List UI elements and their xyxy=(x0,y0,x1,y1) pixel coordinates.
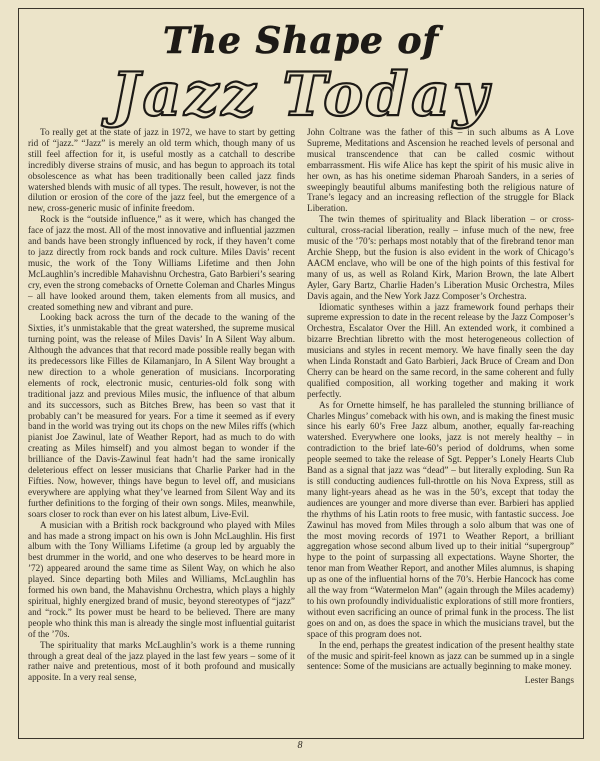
headline-line-1: The Shape of xyxy=(162,20,439,62)
headline xyxy=(18,12,584,130)
paragraph: Looking back across the turn of the decade to the waning of the Sixties, it’s unmistakable that the great watershed, the supreme musical turning point, was the release of Miles Davis’ In A Silent Way album. Although the advances that that record made possible really began with its predecessors like Filles de Kilamanjaro, In A Silent Way brought a new direction to a whole generation of musicians. Incorporating elements of rock, electronic music, centuries-old folk song with traditional jazz and previous Miles music, the influence of that album and its successors, such as Bitches Brew, has been so vast that it probably can’t be measured for years. For a time it seemed as if every band in the world was trying out its chops on the new Miles riffs (which pianist Joe Zawinul, late of Weather Report, had as much to do with creating as Miles himself) and you almost began to wonder if the brilliance of the Davis-Zawinul feat hadn’t had the same ironically deleterious effect on lesser musicians that Charlie Parker had in the Fifties. Now, however, things have begun to level off, and musicians everywhere are applying what they’ve learned from Silent Way and its further definitions to the forging of their own songs. Miles, meanwhile, soars closer to rock than ever on his latest album, Live-Evil. xyxy=(28,312,295,519)
article-column-right xyxy=(307,127,574,687)
article-column-left xyxy=(28,127,295,683)
paragraph: As for Ornette himself, he has paralleled the stunning brilliance of Charles Mingus’ comeback with his own, and is making the finest music since his early 60’s Free Jazz album, another, equally far-reaching watershed. Everywhere one looks, jazz is not merely healthy – in contradiction to the brief late-60’s period of doldrums, when some people seemed to take the release of Sgt. Pepper’s Lonely Hearts Club Band as a signal that jazz was “dead” – but literally exploding. Sun Ra is still conducting audiences full-throttle on his Nova Express, still as many light-years ahead as he was in the 50’s, except that today the audiences are younger and more diverse than ever. Barbieri has applied the rhythms of his Latin roots to free music, with fantastic success. Joe Zawinul has moved from Miles through a solo album that was one of the most moving records of 1971 to Weather Report, a brilliant aggregation whose second album lived up to their initial “supergroup” hype to the point of surpassing all expectations. Wayne Shorter, the tenor man from Weather Report, and another Miles alumnus, is shaping up as one of the influential horns of the 70’s. Herbie Hancock has come all the way from “Watermelon Man” (again through the Miles academy) to his own profoundly individualistic explorations of still more frontiers, without even sacrificing an ounce of primal funk in the process. The list goes on and on, as does the space in which the musicians travel, but the space of this program does not. xyxy=(307,399,574,639)
paragraph: The twin themes of spirituality and Black liberation – or cross-cultural, cross-racial liberation, really – infuse much of the new, free music of the ’70’s: perhaps most notably that of the firebrand tenor man Archie Shepp, but the fusion is also evident in the work of Chicago’s AACM enclave, who will be one of the high points of this festival for many of us, as well as Roland Kirk, Marion Brown, the late Albert Ayler, Gary Bartz, Charlie Haden’s Liberation Music Orchestra, Miles Davis again, and the New York Jazz Composer’s Orchestra. xyxy=(307,214,574,301)
paragraph: To really get at the state of jazz in 1972, we have to start by getting rid of “jazz.” “Jazz” is merely an old term which, though many of us still feel affection for it, is useful mostly as a catchall to describe incredibly diverse strains of music, and has begun to approach its total obsolescence as what has been traditionally been called jazz finds watershed blends with music of all types. The result, however, is not the dilution or erosion of the core of the jazz feel, but the emergence of a new, cross-generic music of infinite freedom. xyxy=(28,127,295,214)
paragraph: In the end, perhaps the greatest indication of the present healthy state of the music and spirit-feel known as jazz can be summed up in a single sentence: Some of the musicians are actually beginning to make money. xyxy=(307,639,574,672)
paragraph: Rock is the “outside influence,” as it were, which has changed the face of jazz the most. All of the most innovative and influential jazzmen and bands have been strongly influenced by rock, if they haven’t come to jazz directly from rock bands and rock culture. Miles Davis’ recent music, the work of the Tony Williams Lifetime and then John McLaughlin’s incredible Mahavishnu Orchestra, Gato Barbieri’s searing cry, even the strong comebacks of Ornette Coleman and Charles Mingus – all have looked around them, taken elements from all musics, and created something new and vibrant and pure. xyxy=(28,214,295,312)
paragraph: Idiomatic syntheses within a jazz framework found perhaps their supreme expression to date in the recent release by the Jazz Composer’s Orchestra, Escalator Over the Hill. An extended work, it combined a bizarre Brechtian libretto with the most heterogeneous collection of musicians and styles in recent memory. We have finally seen the day when Linda Ronstadt and Gato Barbieri, Jack Bruce of Cream and Don Cherry can be heard on the same record, in the same coherent and fully qualified composition, all working together and making it work perfectly. xyxy=(307,301,574,399)
author-byline: Lester Bangs xyxy=(524,676,574,687)
paragraph: The spirituality that marks McLaughlin’s work is a theme running through a great deal of the jazz played in the last few years – some of it rather naive and pretentious, most of it both profound and musically apposite. In a very real sense, xyxy=(28,639,295,683)
page-number: 8 xyxy=(297,740,303,751)
paragraph: John Coltrane was the father of this – in such albums as A Love Supreme, Meditations and Ascension he reached levels of personal and musical transcendence that can be called cosmic without embarrassment. His wife Alice has kept the spirit of his music alive in her own, as has his onetime sideman Pharoah Sanders, in a series of sweepingly beautiful albums manifesting both the religious nature of Trane’s legacy and an increasing reflection of the struggle for Black Liberation. xyxy=(307,127,574,214)
paragraph: A musician with a British rock background who played with Miles and has made a strong impact on his own is John McLaughlin. His first album with the Tony Williams Lifetime (a group led by arguably the best drummer in the world, and one who deserves to be heard more in ’72) appeared around the same time as Silent Way, on which he also played. Since departing both Miles and Williams, McLaughlin has formed his own band, the Mahavishnu Orchestra, which plays a highly spiritual, highly energized brand of music, beyond stereotypes of “jazz” and “rock.” Its power must be heard to be believed. There are many people who think this man is already the single most influential guitarist of the ’70s. xyxy=(28,519,295,639)
headline-line-2: Jazz Today xyxy=(111,60,491,130)
